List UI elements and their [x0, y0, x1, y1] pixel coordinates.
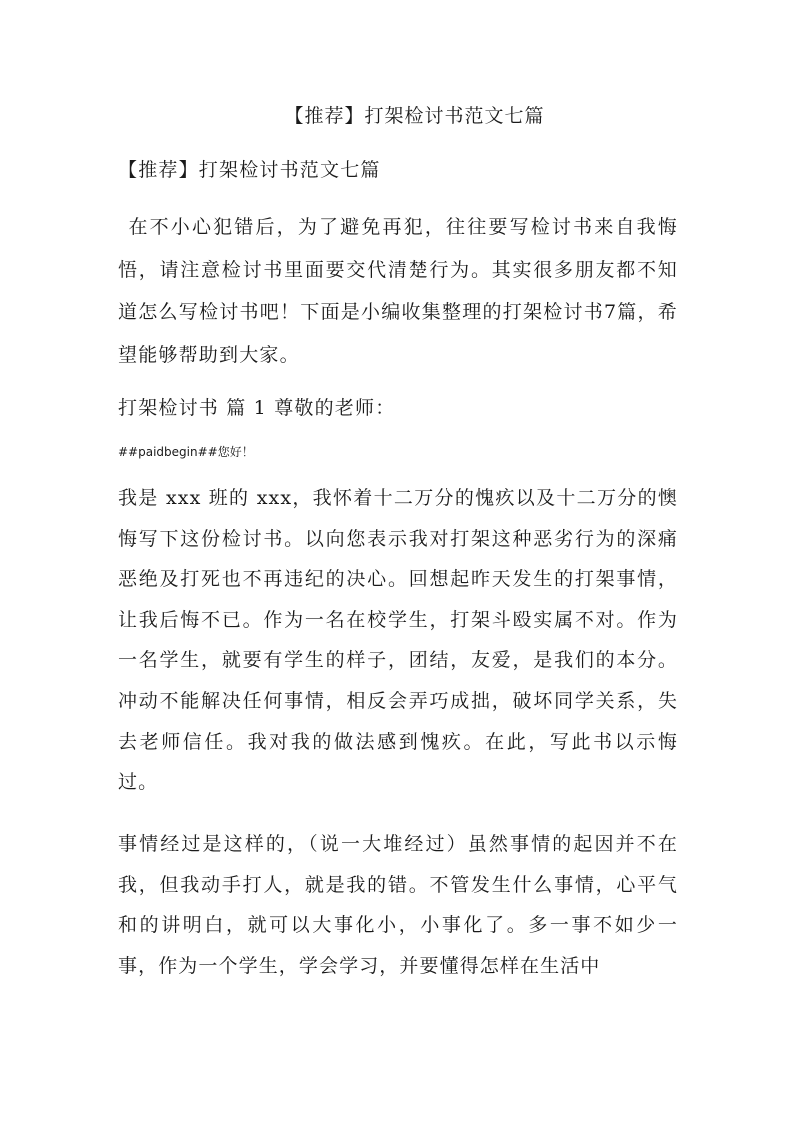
- intro-paragraph: 在不小心犯错后，为了避免再犯，往往要写检讨书来自我悔悟，请注意检讨书里面要交代清楚行为。其实很多朋友都不知道怎么写检讨书吧！下面是小编收集整理的打架检讨书7篇，希望能够帮助到大家。: [118, 216, 678, 366]
- section-heading: 打架检讨书 篇 1 尊敬的老师：: [118, 397, 396, 419]
- paid-begin-marker: ##paidbegin##您好！: [118, 445, 254, 459]
- body-paragraph-2: 事情经过是这样的，（说一大堆经过）虽然事情的起因并不在我，但我动手打人，就是我的错。不管发生什么事情，心平气和的讲明白，就可以大事化小，小事化了。多一事不如少一事，作为一个学生，学会学习，并要懂得怎样在生活中: [118, 833, 678, 977]
- document-title-text: 【推荐】打架检讨书范文七篇: [284, 105, 545, 127]
- document-title: [0, 100, 793, 132]
- body-paragraph-1: 我是 xxx 班的 xxx，我怀着十二万分的愧疚以及十二万分的懊悔写下这份检讨书。以向您表示我对打架这种恶劣行为的深痛恶绝及打死也不再违纪的决心。回想起昨天发生的打架事情，让我后悔不已。作为一名在校学生，打架斗殴实属不对。作为一名学生，就要有学生的样子，团结，友爱，是我们的本分。冲动不能解决任何事情，相反会弄巧成拙，破坏同学关系，失去老师信任。我对我的做法感到愧疚。在此，写此书以示悔过。: [118, 487, 678, 794]
- document-subtitle: 【推荐】打架检讨书范文七篇: [118, 159, 381, 181]
